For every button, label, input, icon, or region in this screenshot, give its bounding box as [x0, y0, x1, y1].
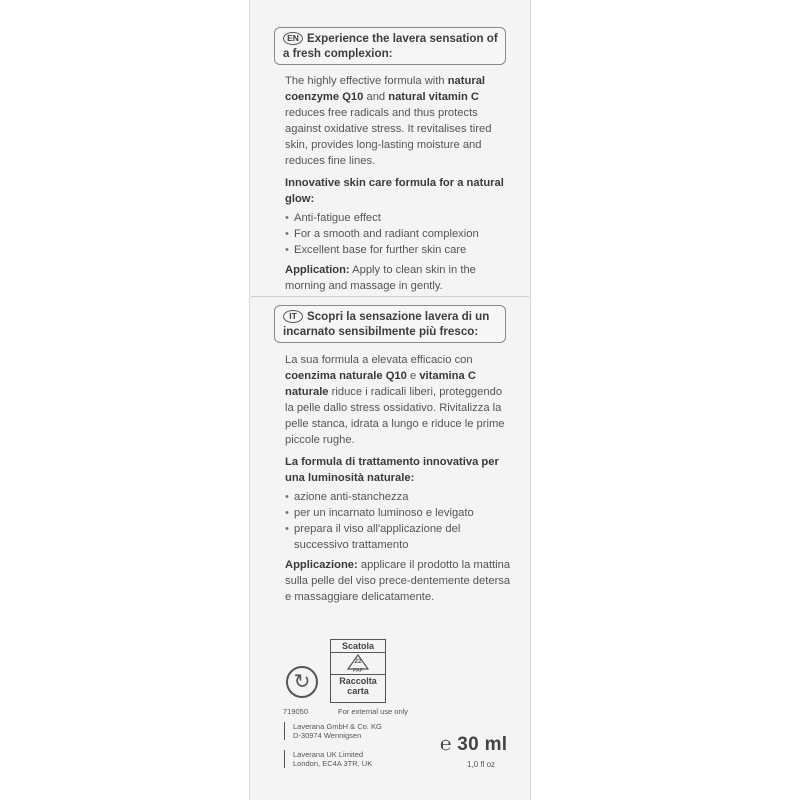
en-subheading: Innovative skin care formula for a natural glow:	[285, 177, 504, 205]
company-germany-line1: Laverana GmbH & Co. KG	[293, 722, 382, 731]
company-uk	[285, 750, 372, 768]
company-germany-line2: D-30974 Wennigsen	[293, 731, 362, 740]
list-item: • Anti-fatigue effect	[285, 210, 513, 226]
volume-value: 30 ml	[457, 734, 508, 755]
bold-ingredient: coenzima naturale Q10	[285, 370, 407, 382]
product-code: 719050	[283, 707, 309, 716]
external-use-note: For external use only	[338, 707, 409, 716]
list-item: • per un incarnato luminoso e levigato	[285, 505, 513, 521]
list-item: • prepara il viso all'applicazione del successivo trattamento	[285, 521, 513, 553]
recycle-arrows-icon: ↻	[286, 666, 318, 698]
en-application-text: Apply to clean skin in the morning and massage in gently.	[285, 264, 476, 292]
en-heading-text: Experience the lavera sensation of a fresh complexion:	[283, 32, 498, 60]
it-description	[285, 352, 513, 448]
text-run: La sua formula a elevata efficacio con	[285, 354, 473, 366]
it-application-label: Applicazione:	[285, 559, 358, 571]
it-heading-text: Scopri la sensazione lavera di un incarnato sensibilmente più fresco:	[283, 310, 490, 338]
en-heading	[274, 27, 506, 65]
company-mark	[284, 722, 290, 740]
net-volume	[440, 734, 507, 756]
company-germany-address	[293, 722, 382, 740]
bold-ingredient: vitamina C naturale	[285, 370, 476, 398]
list-item: • For a smooth and radiant complexion	[285, 226, 513, 242]
company-uk-address	[293, 750, 372, 768]
company-germany	[285, 722, 382, 740]
company-uk-line1: Laverana UK Limited	[293, 750, 364, 759]
it-heading	[274, 305, 506, 343]
text-run: e	[406, 370, 420, 382]
en-body	[285, 73, 513, 294]
it-application-text: applicare il prodotto la mattina sulla pelle del viso prece-dentemente detersa e massaggiare delicatamente.	[285, 559, 511, 603]
recycling-box-bottom: Raccolta carta	[331, 674, 385, 696]
it-subheading: La formula di trattamento innovativa per una luminosità naturale:	[285, 456, 499, 484]
volume-fl-oz: 1,0 fl oz	[467, 760, 496, 769]
company-uk-line2: London, EC4A 3TR, UK	[293, 759, 373, 768]
pap-symbol	[331, 653, 385, 674]
en-application	[285, 262, 513, 294]
list-item: • Excellent base for further skin care	[285, 242, 513, 258]
pap-number: 22	[354, 658, 362, 665]
it-benefit-list	[285, 489, 513, 553]
recycling-box-top: Scatola	[331, 640, 385, 653]
text-run: reduces free radicals and thus protects against oxidative stress. It revitalises tired skin, provides long-lasting moisture and reduces fine lines.	[285, 107, 492, 167]
company-mark	[284, 750, 290, 768]
estimated-sign: ℮	[440, 734, 452, 755]
en-description	[285, 73, 513, 169]
bold-ingredient: natural coenzyme Q10	[285, 75, 486, 103]
it-application	[285, 557, 513, 605]
it-language-badge: IT	[283, 310, 303, 323]
text-run: The highly effective formula with	[285, 75, 448, 87]
en-language-badge: EN	[283, 32, 303, 45]
section-divider	[251, 296, 529, 297]
pap-code: PAP	[352, 668, 364, 674]
en-benefit-list	[285, 210, 513, 258]
text-run: and	[363, 91, 389, 103]
bold-ingredient: natural vitamin C	[388, 91, 480, 103]
list-item: • azione anti-stanchezza	[285, 489, 513, 505]
it-body	[285, 352, 513, 605]
en-application-label: Application:	[285, 264, 350, 276]
recycling-paper-box	[330, 639, 386, 703]
text-run: riduce i radicali liberi, proteggendo la pelle dallo stress ossidativo. Rivitalizza la pelle stanca, idrata a lungo e riduce le prime piccole rughe.	[285, 386, 505, 446]
